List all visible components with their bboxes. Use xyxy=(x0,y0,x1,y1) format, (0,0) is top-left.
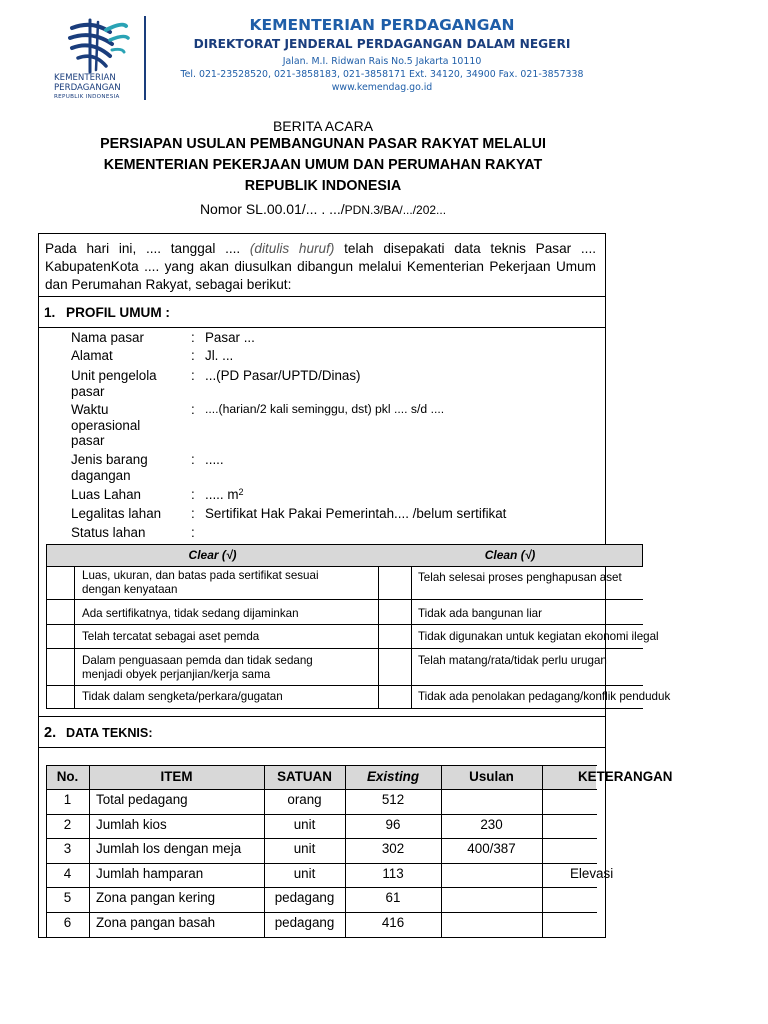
clear-criterion: Dalam penguasaan pemda dan tidak sedang menjadi obyek perjanjian/kerja sama xyxy=(82,654,313,681)
intro-paragraph: Pada hari ini, .... tanggal .... (ditulis huruf) telah disepakati data teknis Pasar .... KabupatenKota .... yang akan diusulkan dibangun melalui Kementerian Pekerjaan Umum dan Perumahan Rakyat, sebagai berikut: xyxy=(45,241,596,292)
logo-line-2: PERDAGANGAN xyxy=(54,82,121,93)
document-title-line-2: KEMENTERIAN PEKERJAAN UMUM DAN PERUMAHAN RAKYAT xyxy=(103,157,543,173)
clean-criterion: Tidak ada penolakan pedagang/konflik penduduk xyxy=(418,690,671,703)
divider xyxy=(39,747,605,748)
clear-criterion: Ada sertifikatnya, tidak sedang dijaminkan xyxy=(82,607,299,620)
col-header-no: No. xyxy=(56,769,79,784)
row-item: Jumlah los dengan meja xyxy=(96,841,242,856)
row-item: Jumlah hamparan xyxy=(96,866,204,881)
row-existing: 113 xyxy=(382,866,404,881)
document-title-line-3: REPUBLIK INDONESIA xyxy=(244,178,402,194)
clean-criterion: Telah matang/rata/tidak perlu urugan xyxy=(418,654,607,667)
ministry-logo xyxy=(48,18,148,102)
berita-acara-form: Pada hari ini, .... tanggal .... (ditulis huruf) telah disepakati data teknis Pasar .... KabupatenKota .... yang akan diusulkan dibangun melalui Kementerian Pekerjaan Umum dan Perumahan Rakyat, sebagai berikut: 1. PROFIL UMUM : Nama pasar : Pasar ... Alamat : Jl. ... Unit pengelola pasar : ...(PD Pasar/UPTD/Dinas) Waktu operasional pasar : ....(harian/2 kali seminggu, dst) pkl .... s/d .... Jenis barang dagangan : ..... Luas Lahan : ..... $m^2$ Legalitas lahan : Sertifikat Hak Pakai Pemerintah.... /belum sertifikat Status lahan : Clear (√) Clean (√) Luas, ukuran, dan batas pada sertifikat sesuai dengan kenyataan Telah selesai proses penghapusan aset Ada sertifikatnya, tidak sedang dijaminkan Tidak ada bangunan liar Telah tercatat sebagai aset pemda Tidak digunakan untuk kegiatan ekonomi ilegal Dalam penguasaan pemda dan tidak sedang menjadi obyek perjanjian/kerja sama Telah matang/rata/tidak perlu urugan Tidak dalam sengketa/perkara/gugatan Tidak ada penolakan pedagang/konflik penduduk 2. DATA TEKNIS: No. ITEM SATUAN Existing Usulan KETERANGAN 1 Total pedagang orang 512 2 Jumlah kios unit 96 230 3 Jumlah los dengan meja unit 302 400/387 4 Jumlah hamparan unit 113 Elevasi 5 Zona pangan kering pedagang 61 6 Zona pangan basah pedagang 416 xyxy=(38,233,606,938)
row-satuan: pedagang xyxy=(274,890,335,905)
col-header-item: ITEM xyxy=(160,769,193,784)
col-header-existing: Existing xyxy=(366,769,420,784)
office-website[interactable]: www.kemendag.go.id xyxy=(331,82,433,93)
ministry-name: KEMENTERIAN PERDAGANGAN xyxy=(249,16,515,34)
letterhead-divider xyxy=(144,16,146,100)
row-no: 4 xyxy=(63,866,72,881)
row-no: 2 xyxy=(63,817,72,832)
divider xyxy=(39,327,605,328)
clear-clean-table xyxy=(46,544,671,708)
clean-criterion: Tidak digunakan untuk kegiatan ekonomi ilegal xyxy=(418,630,659,643)
ministry-emblem-icon xyxy=(66,18,130,74)
clear-criterion: Tidak dalam sengketa/perkara/gugatan xyxy=(82,690,283,703)
document-number: Nomor SL.00.01/... . .../PDN.3/BA/.../202... xyxy=(199,201,447,217)
row-satuan: unit xyxy=(293,817,316,832)
directorate-name: DIREKTORAT JENDERAL PERDAGANGAN DALAM NEGERI xyxy=(193,37,571,51)
row-satuan: unit xyxy=(293,841,316,856)
col-header-keterangan: KETERANGAN xyxy=(578,769,673,784)
row-item: Zona pangan kering xyxy=(96,890,216,905)
clean-header: Clean (√) xyxy=(378,544,643,567)
row-no: 1 xyxy=(63,792,72,807)
row-no: 6 xyxy=(63,915,72,930)
clear-header: Clear (√) xyxy=(46,544,379,567)
divider xyxy=(39,296,605,297)
section-2-heading: 2. DATA TEKNIS: xyxy=(44,725,153,741)
row-usulan: 400/387 xyxy=(467,841,516,856)
row-no: 5 xyxy=(63,890,72,905)
divider xyxy=(39,716,605,717)
logo-line-1: KEMENTERIAN xyxy=(54,73,116,83)
section-1-heading: 1. PROFIL UMUM : xyxy=(44,305,170,320)
clean-criterion: Telah selesai proses penghapusan aset xyxy=(418,571,622,584)
row-existing: 302 xyxy=(381,841,405,856)
row-satuan: unit xyxy=(293,866,316,881)
office-address: Jalan. M.I. Ridwan Rais No.5 Jakarta 10110 xyxy=(282,56,482,67)
row-existing: 512 xyxy=(381,792,405,807)
clear-criterion: Luas, ukuran, dan batas pada sertifikat sesuai dengan kenyataan xyxy=(82,569,319,596)
row-existing: 416 xyxy=(381,915,405,930)
document-title-line-1: PERSIAPAN USULAN PEMBANGUNAN PASAR RAKYAT MELALUI xyxy=(100,136,546,152)
document-type: BERITA ACARA xyxy=(272,118,374,134)
row-satuan: orang xyxy=(287,792,322,807)
row-satuan: pedagang xyxy=(274,915,335,930)
col-header-satuan: SATUAN xyxy=(277,769,332,784)
row-existing: 96 xyxy=(385,817,401,832)
row-existing: 61 xyxy=(385,890,401,905)
col-header-usulan: Usulan xyxy=(469,769,514,784)
row-item: Zona pangan basah xyxy=(96,915,216,930)
office-phone: Tel. 021-23528520, 021-3858183, 021-3858171 Ext. 34120, 34900 Fax. 021-3857338 xyxy=(180,69,584,80)
row-keterangan: Elevasi xyxy=(570,866,614,881)
clean-criterion: Tidak ada bangunan liar xyxy=(418,607,542,620)
row-no: 3 xyxy=(63,841,72,856)
row-usulan: 230 xyxy=(480,817,503,832)
clear-criterion: Telah tercatat sebagai aset pemda xyxy=(82,630,260,643)
row-item: Total pedagang xyxy=(96,792,188,807)
logo-line-3: REPUBLIK INDONESIA xyxy=(54,94,120,100)
row-item: Jumlah kios xyxy=(96,817,167,832)
